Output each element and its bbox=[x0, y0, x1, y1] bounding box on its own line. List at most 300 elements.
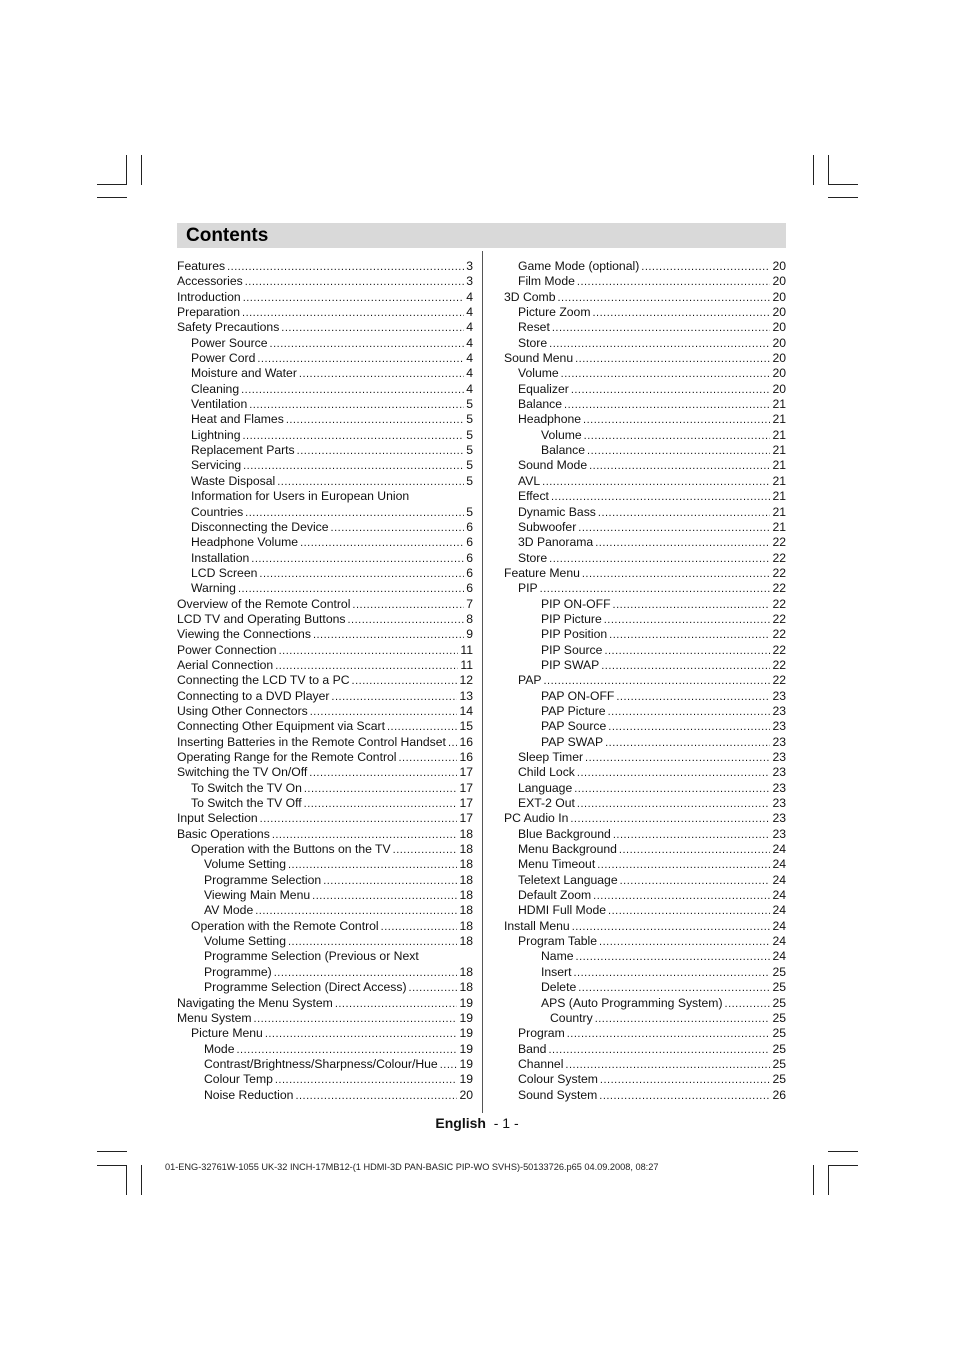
toc-leader-dots bbox=[598, 506, 771, 521]
toc-leader-dots bbox=[572, 920, 771, 935]
toc-leader-dots bbox=[564, 398, 770, 413]
toc-entry bbox=[504, 1026, 786, 1041]
toc-entry-page: 24 bbox=[772, 857, 786, 872]
crop-mark bbox=[97, 1165, 127, 1166]
toc-entry bbox=[504, 551, 786, 566]
toc-entry-label: Information for Users in European Union bbox=[191, 489, 410, 504]
toc-entry-label: Headphone Volume bbox=[191, 535, 299, 550]
toc-entry-page: 18 bbox=[459, 888, 473, 903]
toc-entry-page: 20 bbox=[772, 366, 786, 381]
toc-leader-dots bbox=[323, 874, 457, 889]
toc-entry bbox=[177, 643, 473, 658]
toc-leader-dots bbox=[548, 1043, 770, 1058]
toc-entry-page: 8 bbox=[466, 611, 473, 626]
toc-entry bbox=[177, 719, 473, 734]
crop-mark bbox=[97, 1151, 127, 1152]
toc-entry-label: Features bbox=[177, 259, 226, 273]
toc-entry bbox=[177, 597, 473, 612]
toc-entry bbox=[504, 597, 786, 612]
toc-leader-dots bbox=[540, 582, 771, 597]
toc-leader-dots bbox=[570, 812, 770, 827]
toc-leader-dots bbox=[300, 536, 464, 551]
toc-entry-label: Sleep Timer bbox=[518, 750, 584, 764]
toc-entry-label: Program bbox=[518, 1026, 565, 1041]
toc-leader-dots bbox=[272, 828, 458, 843]
toc-leader-dots bbox=[304, 782, 458, 797]
crop-mark bbox=[828, 197, 858, 198]
toc-entry-page: 19 bbox=[459, 1056, 473, 1071]
toc-leader-dots bbox=[542, 475, 770, 490]
toc-entry-page: 4 bbox=[466, 381, 473, 396]
toc-entry-page: 5 bbox=[466, 427, 473, 442]
toc-leader-dots bbox=[543, 674, 770, 689]
toc-entry-page: 25 bbox=[772, 980, 786, 995]
toc-entry-page: 23 bbox=[772, 734, 786, 749]
toc-entry-label: Waste Disposal bbox=[191, 473, 276, 488]
toc-leader-dots bbox=[616, 690, 770, 705]
toc-entry bbox=[177, 612, 473, 627]
toc-entry bbox=[177, 1026, 473, 1041]
toc-leader-dots bbox=[620, 874, 771, 889]
toc-leader-dots bbox=[587, 444, 770, 459]
toc-entry bbox=[504, 581, 786, 596]
toc-leader-dots bbox=[245, 275, 465, 290]
toc-entry-page: 20 bbox=[772, 351, 786, 366]
toc-leader-dots bbox=[255, 904, 457, 919]
toc-leader-dots bbox=[613, 828, 771, 843]
toc-entry bbox=[504, 949, 786, 964]
toc-entry-label: Operating Range for the Remote Control bbox=[177, 750, 397, 764]
toc-entry bbox=[504, 1072, 786, 1087]
toc-leader-dots bbox=[249, 398, 464, 413]
toc-leader-dots bbox=[227, 260, 464, 275]
toc-entry-label: Reset bbox=[518, 320, 550, 335]
toc-leader-dots bbox=[599, 1089, 770, 1104]
toc-entry-page: 19 bbox=[459, 1026, 473, 1041]
toc-entry-page: 22 bbox=[772, 565, 786, 580]
toc-entry-label: Volume bbox=[518, 366, 559, 381]
toc-entry-label: HDMI Full Mode bbox=[518, 903, 607, 918]
toc-entry-page: 4 bbox=[466, 305, 473, 320]
toc-entry bbox=[504, 397, 786, 412]
toc-leader-dots bbox=[399, 751, 458, 766]
toc-entry bbox=[504, 719, 786, 734]
toc-entry-label: Noise Reduction bbox=[204, 1087, 294, 1102]
toc-entry bbox=[504, 857, 786, 872]
toc-entry-label: Program Table bbox=[518, 934, 598, 949]
toc-entry-page: 24 bbox=[772, 949, 786, 964]
toc-entry-label: Default Zoom bbox=[518, 888, 592, 903]
toc-entry-page: 6 bbox=[466, 535, 473, 550]
toc-entry-label: Band bbox=[518, 1041, 547, 1056]
toc-leader-dots bbox=[608, 720, 770, 735]
toc-entry-label: To Switch the TV On bbox=[191, 780, 302, 795]
toc-leader-dots bbox=[265, 1027, 458, 1042]
toc-entry-label: Navigating the Menu System bbox=[177, 995, 333, 1010]
toc-entry-page: 6 bbox=[466, 550, 473, 565]
toc-entry-page: 18 bbox=[459, 872, 473, 887]
toc-entry bbox=[177, 750, 473, 765]
toc-leader-dots bbox=[347, 613, 464, 628]
toc-entry-label: Name bbox=[541, 949, 574, 964]
toc-entry-page: 24 bbox=[772, 842, 786, 857]
toc-leader-dots bbox=[608, 705, 771, 720]
toc-leader-dots bbox=[259, 567, 464, 582]
toc-entry-page: 20 bbox=[772, 305, 786, 320]
toc-entry-page: 25 bbox=[772, 1041, 786, 1056]
toc-leader-dots bbox=[578, 981, 770, 996]
toc-entry-label: Teletext Language bbox=[518, 872, 618, 887]
crop-mark bbox=[141, 1165, 142, 1195]
toc-entry-page: 22 bbox=[772, 535, 786, 550]
toc-entry-page: 17 bbox=[459, 796, 473, 811]
toc-entry-page: 13 bbox=[459, 688, 473, 703]
toc-entry-page: 15 bbox=[459, 719, 473, 734]
toc-entry-label: Connecting the LCD TV to a PC bbox=[177, 673, 350, 688]
toc-leader-dots bbox=[257, 352, 464, 367]
toc-entry-label: Colour Temp bbox=[204, 1072, 273, 1087]
toc-entry-label: PIP ON-OFF bbox=[541, 596, 611, 611]
toc-leader-dots bbox=[574, 782, 770, 797]
toc-entry-label: Lightning bbox=[191, 427, 241, 442]
toc-entry-label: Menu Background bbox=[518, 842, 617, 857]
toc-entry-page: 25 bbox=[772, 1056, 786, 1071]
toc-entry bbox=[177, 873, 473, 888]
page-footer bbox=[0, 1115, 954, 1131]
toc-leader-dots bbox=[241, 383, 464, 398]
toc-entry-label: PAP Picture bbox=[541, 703, 606, 718]
toc-leader-dots bbox=[277, 475, 464, 490]
footer-page-number: - 1 - bbox=[493, 1115, 519, 1131]
toc-entry-label: Disconnecting the Device bbox=[191, 519, 329, 534]
toc-entry-page: 20 bbox=[459, 1087, 473, 1102]
toc-entry-page: 4 bbox=[466, 366, 473, 381]
toc-entry-label: Power Connection bbox=[177, 642, 277, 657]
toc-entry-label: Colour System bbox=[518, 1072, 598, 1087]
toc-entry-page: 18 bbox=[459, 980, 473, 995]
toc-entry-page: 20 bbox=[772, 381, 786, 396]
toc-entry bbox=[504, 980, 786, 995]
toc-entry-label: Balance bbox=[541, 443, 586, 458]
toc-entry-label: Input Selection bbox=[177, 811, 258, 826]
toc-leader-dots bbox=[600, 1073, 771, 1088]
toc-entry-label: Connecting to a DVD Player bbox=[177, 688, 330, 703]
toc-entry-page: 16 bbox=[459, 750, 473, 764]
toc-entry-page: 23 bbox=[772, 703, 786, 718]
toc-entry bbox=[177, 428, 473, 443]
toc-entry-page: 4 bbox=[466, 289, 473, 304]
toc-leader-dots bbox=[381, 920, 458, 935]
toc-entry-page: 25 bbox=[772, 1026, 786, 1041]
crop-mark bbox=[828, 1165, 858, 1166]
toc-leader-dots bbox=[275, 1073, 458, 1088]
toc-entry-page: 4 bbox=[466, 351, 473, 366]
toc-entry-page: 24 bbox=[772, 934, 786, 949]
toc-entry bbox=[177, 689, 473, 704]
toc-entry bbox=[504, 765, 786, 780]
toc-entry-label: Delete bbox=[541, 980, 577, 995]
toc-entry-page: 22 bbox=[772, 550, 786, 565]
toc-entry-label: Menu Timeout bbox=[518, 857, 596, 872]
toc-entry-page: 25 bbox=[772, 964, 786, 979]
toc-right-column bbox=[504, 259, 786, 1103]
toc-entry-page: 17 bbox=[459, 780, 473, 795]
toc-entry bbox=[504, 505, 786, 520]
toc-entry-label: PAP ON-OFF bbox=[541, 688, 615, 703]
toc-entry-page: 20 bbox=[772, 274, 786, 289]
toc-entry-label: Servicing bbox=[191, 458, 242, 473]
toc-entry-label: Menu System bbox=[177, 1010, 252, 1025]
toc-leader-dots bbox=[245, 506, 464, 521]
toc-entry-page: 4 bbox=[466, 335, 473, 350]
toc-entry-label: Using Other Connectors bbox=[177, 703, 308, 718]
toc-entry bbox=[177, 305, 473, 320]
toc-leader-dots bbox=[242, 429, 464, 444]
toc-leader-dots bbox=[578, 521, 770, 536]
toc-entry-page: 11 bbox=[460, 657, 473, 672]
toc-entry-page: 23 bbox=[772, 811, 786, 826]
toc-leader-dots bbox=[270, 337, 465, 352]
toc-entry-page: 24 bbox=[772, 872, 786, 887]
crop-mark bbox=[97, 197, 127, 198]
toc-entry-page: 24 bbox=[772, 888, 786, 903]
toc-leader-dots bbox=[592, 306, 770, 321]
toc-entry-label: Picture Menu bbox=[191, 1026, 263, 1041]
toc-entry-label: Power Cord bbox=[191, 351, 256, 366]
toc-entry bbox=[177, 704, 473, 719]
toc-entry bbox=[177, 919, 473, 934]
toc-entry-label: 3D Panorama bbox=[518, 535, 594, 550]
toc-entry bbox=[504, 366, 786, 381]
toc-entry-label: EXT-2 Out bbox=[518, 796, 575, 811]
toc-leader-dots bbox=[599, 935, 770, 950]
toc-leader-dots bbox=[275, 659, 458, 674]
toc-entry bbox=[504, 658, 786, 673]
toc-entry-page: 5 bbox=[466, 412, 473, 427]
toc-entry bbox=[504, 535, 786, 550]
toc-entry bbox=[504, 796, 786, 811]
toc-entry-label: Child Lock bbox=[518, 765, 575, 780]
toc-entry-page: 5 bbox=[466, 504, 473, 519]
toc-entry-page: 24 bbox=[772, 903, 786, 918]
toc-entry bbox=[504, 811, 786, 826]
toc-entry-label: Contrast/Brightness/Sharpness/Colour/Hue bbox=[204, 1056, 438, 1071]
toc-entry bbox=[504, 704, 786, 719]
toc-leader-dots bbox=[242, 306, 464, 321]
toc-entry-page: 5 bbox=[466, 473, 473, 488]
toc-entry bbox=[504, 689, 786, 704]
toc-entry-page: 18 bbox=[459, 964, 473, 979]
toc-entry-page: 3 bbox=[466, 259, 473, 273]
toc-entry bbox=[177, 489, 473, 504]
toc-entry-label: LCD TV and Operating Buttons bbox=[177, 611, 346, 626]
print-slug: 01-ENG-32761W-1055 UK-32 INCH-17MB12-(1 HDMI-3D PAN-BASIC PIP-WO SVHS)-50133726.p65 04.09.2008, 08:27 bbox=[165, 1162, 659, 1172]
toc-leader-dots bbox=[304, 797, 458, 812]
toc-entry-label: Programme Selection (Direct Access) bbox=[204, 980, 407, 995]
toc-leader-dots bbox=[571, 383, 771, 398]
toc-leader-dots bbox=[409, 981, 458, 996]
toc-entry-label: APS (Auto Programming System) bbox=[541, 995, 723, 1010]
toc-entry bbox=[177, 382, 473, 397]
toc-entry-label: Viewing the Connections bbox=[177, 627, 311, 642]
toc-entry-label: Aerial Connection bbox=[177, 657, 274, 672]
toc-leader-dots bbox=[595, 1012, 771, 1027]
toc-entry-label: Store bbox=[518, 335, 548, 350]
toc-entry-label: Moisture and Water bbox=[191, 366, 297, 381]
toc-entry-page: 21 bbox=[772, 412, 786, 427]
toc-entry bbox=[177, 581, 473, 596]
toc-entry-page: 21 bbox=[772, 427, 786, 442]
toc-entry bbox=[504, 827, 786, 842]
toc-leader-dots bbox=[613, 598, 771, 613]
crop-mark bbox=[828, 184, 858, 185]
toc-leader-dots bbox=[577, 766, 771, 781]
toc-entry-page: 22 bbox=[772, 596, 786, 611]
toc-entry bbox=[177, 980, 473, 995]
toc-entry-page: 18 bbox=[459, 826, 473, 841]
toc-entry-label: Headphone bbox=[518, 412, 582, 427]
toc-entry-label: Overview of the Remote Control bbox=[177, 596, 351, 611]
toc-leader-dots bbox=[549, 552, 770, 567]
toc-entry-label: To Switch the TV Off bbox=[191, 796, 302, 811]
toc-entry bbox=[504, 351, 786, 366]
toc-entry-page: 19 bbox=[459, 1041, 473, 1056]
toc-entry-label: PIP SWAP bbox=[541, 657, 600, 672]
toc-entry bbox=[177, 934, 473, 949]
toc-entry-label: 3D Comb bbox=[504, 289, 556, 304]
toc-entry bbox=[504, 474, 786, 489]
toc-entry-label: PC Audio In bbox=[504, 811, 569, 826]
toc-entry-label: Accessories bbox=[177, 274, 243, 289]
toc-entry bbox=[504, 1042, 786, 1057]
toc-entry-label: Preparation bbox=[177, 305, 241, 320]
toc-entry bbox=[177, 735, 473, 750]
toc-entry-label: Effect bbox=[518, 489, 549, 504]
toc-leader-dots bbox=[608, 904, 770, 919]
toc-entry-label: Equalizer bbox=[518, 381, 569, 396]
toc-leader-dots bbox=[288, 858, 457, 873]
toc-entry-label: PIP bbox=[518, 581, 538, 596]
toc-leader-dots bbox=[577, 797, 771, 812]
toc-entry-label: Programme) bbox=[204, 964, 272, 979]
toc-entry bbox=[177, 1072, 473, 1087]
toc-entry bbox=[177, 443, 473, 458]
toc-entry bbox=[504, 305, 786, 320]
toc-leader-dots bbox=[549, 337, 770, 352]
toc-entry bbox=[504, 612, 786, 627]
toc-entry-page: 25 bbox=[772, 1072, 786, 1087]
toc-leader-dots bbox=[585, 751, 770, 766]
toc-left-column bbox=[177, 259, 473, 1103]
toc-leader-dots bbox=[281, 321, 464, 336]
toc-leader-dots bbox=[335, 997, 458, 1012]
toc-entry bbox=[504, 873, 786, 888]
toc-entry-label: Game Mode (optional) bbox=[518, 259, 640, 273]
toc-leader-dots bbox=[286, 413, 464, 428]
toc-entry-label: Sound System bbox=[518, 1087, 598, 1102]
toc-leader-dots bbox=[279, 644, 459, 659]
toc-entry bbox=[504, 888, 786, 903]
toc-entry bbox=[504, 382, 786, 397]
crop-mark bbox=[828, 1151, 858, 1152]
toc-leader-dots bbox=[237, 1043, 458, 1058]
page-title: Contents bbox=[186, 225, 269, 246]
toc-leader-dots bbox=[561, 367, 771, 382]
toc-entry-label: Insert bbox=[541, 964, 572, 979]
toc-entry-page: 5 bbox=[466, 458, 473, 473]
toc-entry bbox=[504, 996, 786, 1011]
toc-entry bbox=[504, 443, 786, 458]
toc-leader-dots bbox=[595, 536, 770, 551]
toc-entry-page: 25 bbox=[772, 995, 786, 1010]
toc-entry-label: Installation bbox=[191, 550, 250, 565]
toc-leader-dots bbox=[352, 598, 464, 613]
toc-entry bbox=[504, 781, 786, 796]
toc-entry bbox=[177, 996, 473, 1011]
toc-leader-dots bbox=[448, 736, 457, 751]
toc-leader-dots bbox=[251, 552, 464, 567]
title-bar bbox=[177, 223, 786, 248]
toc-leader-dots bbox=[565, 1058, 770, 1073]
toc-entry-page: 18 bbox=[459, 903, 473, 918]
toc-leader-dots bbox=[557, 291, 770, 306]
toc-leader-dots bbox=[331, 521, 465, 536]
toc-entry-label: Basic Operations bbox=[177, 826, 270, 841]
toc-entry-page: 23 bbox=[772, 826, 786, 841]
toc-entry-page: 9 bbox=[466, 627, 473, 642]
toc-entry-label: Feature Menu bbox=[504, 565, 580, 580]
toc-entry-page: 26 bbox=[772, 1087, 786, 1102]
toc-entry bbox=[504, 919, 786, 934]
toc-entry bbox=[177, 397, 473, 412]
toc-entry-label: Volume Setting bbox=[204, 934, 286, 949]
toc-leader-dots bbox=[576, 950, 771, 965]
toc-entry bbox=[504, 1011, 786, 1026]
toc-entry-label: PAP SWAP bbox=[541, 734, 604, 749]
toc-entry-label: PAP bbox=[518, 673, 542, 688]
toc-leader-dots bbox=[551, 490, 770, 505]
toc-entry bbox=[177, 1011, 473, 1026]
toc-entry bbox=[177, 336, 473, 351]
toc-entry-page: 23 bbox=[772, 780, 786, 795]
toc-entry bbox=[177, 474, 473, 489]
toc-entry bbox=[177, 290, 473, 305]
toc-leader-dots bbox=[313, 628, 464, 643]
toc-entry-label: Ventilation bbox=[191, 397, 248, 412]
toc-leader-dots bbox=[288, 935, 457, 950]
toc-entry bbox=[504, 274, 786, 289]
toc-entry-page: 23 bbox=[772, 796, 786, 811]
toc-leader-dots bbox=[312, 889, 457, 904]
toc-entry-page: 23 bbox=[772, 750, 786, 764]
toc-entry-page: 22 bbox=[772, 673, 786, 688]
toc-entry bbox=[177, 505, 473, 520]
toc-leader-dots bbox=[243, 459, 464, 474]
toc-entry bbox=[177, 412, 473, 427]
toc-entry bbox=[504, 428, 786, 443]
toc-entry bbox=[177, 903, 473, 918]
toc-entry-label: Warning bbox=[191, 581, 236, 596]
toc-entry-page: 19 bbox=[459, 1010, 473, 1025]
toc-entry-label: PIP Position bbox=[541, 627, 608, 642]
toc-entry-label: Switching the TV On/Off bbox=[177, 765, 308, 780]
toc-entry bbox=[177, 857, 473, 872]
toc-entry bbox=[504, 934, 786, 949]
toc-entry-page: 21 bbox=[772, 443, 786, 458]
toc-entry-label: Replacement Parts bbox=[191, 443, 295, 458]
crop-mark bbox=[828, 155, 829, 185]
toc-entry-page: 14 bbox=[459, 703, 473, 718]
